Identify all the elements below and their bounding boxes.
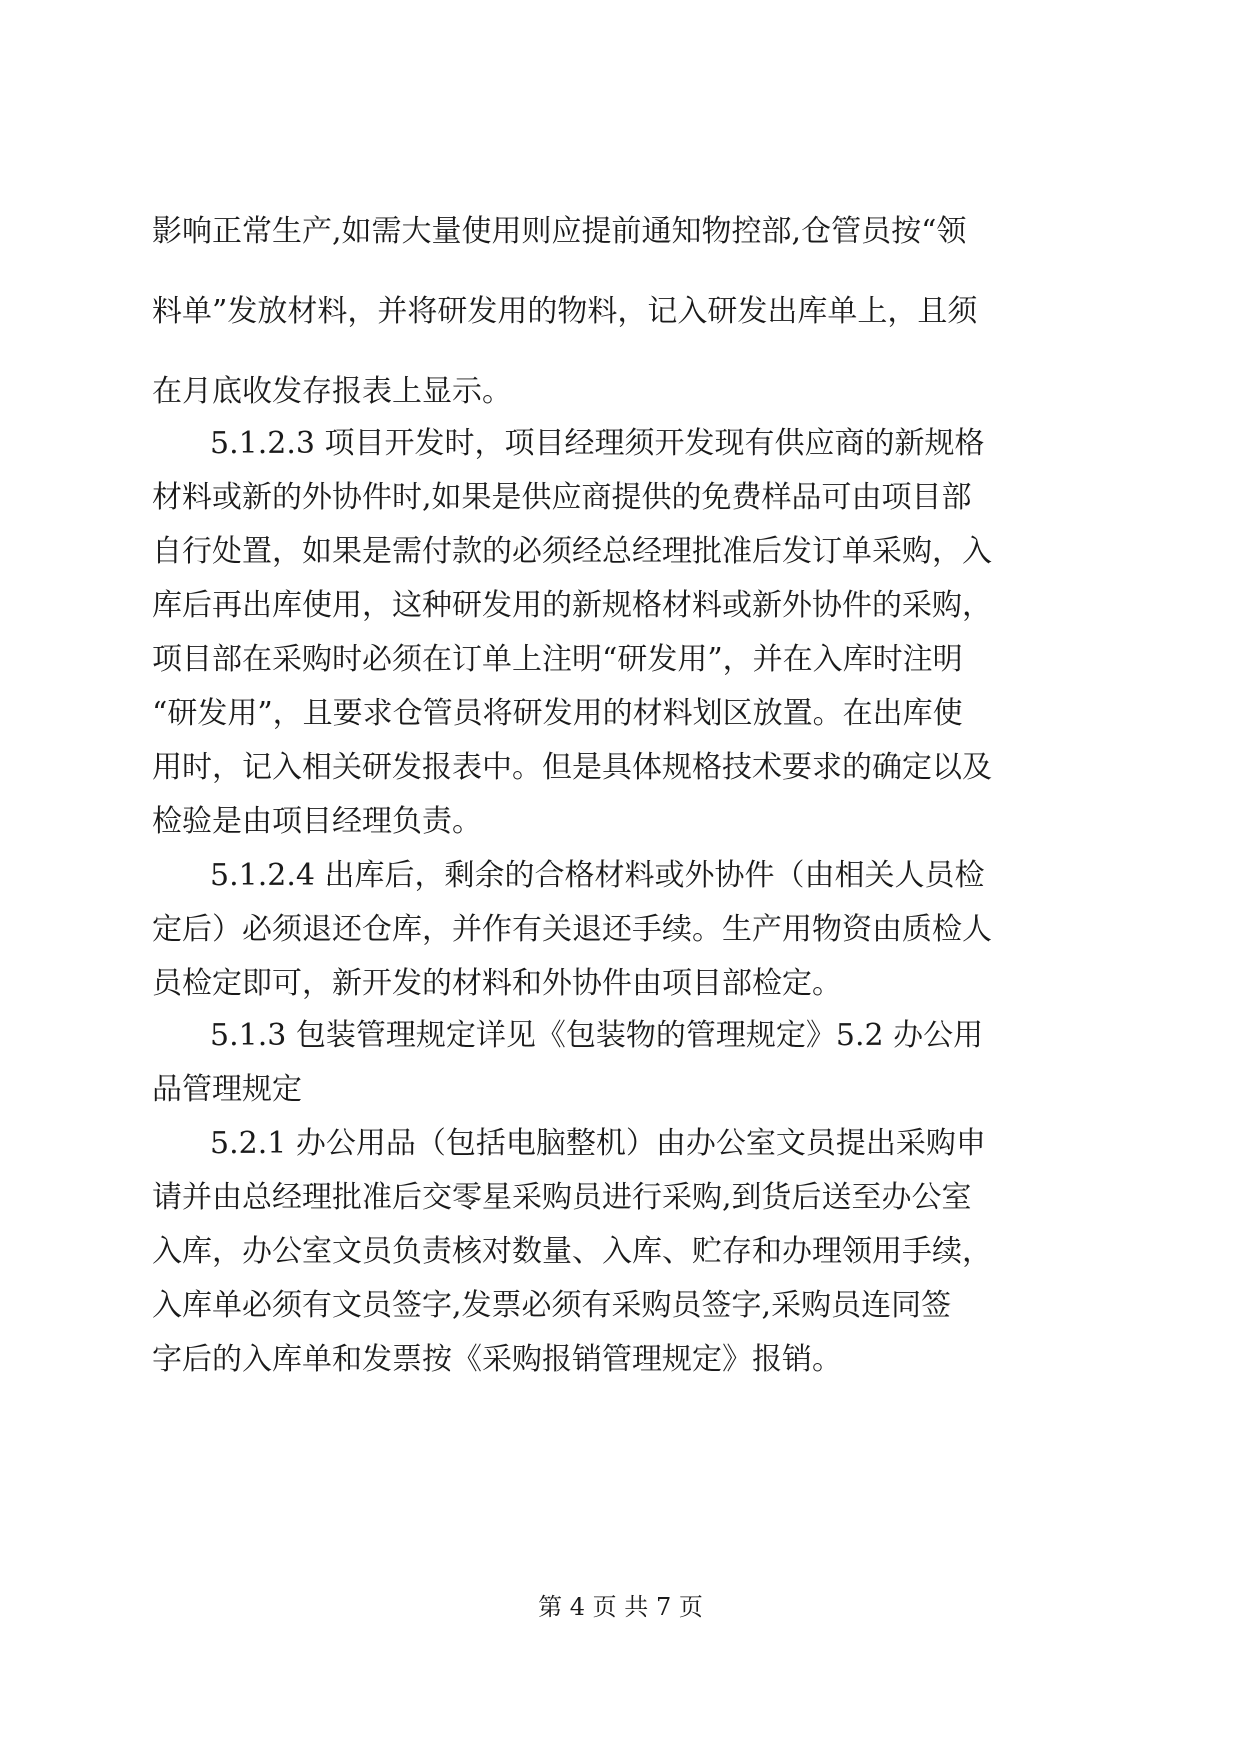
text-line: 检验是由项目经理负责。 [152,804,482,839]
text-line: 项目部在采购时必须在订单上注明“研发用”，并在入库时注明 [152,642,963,677]
text-line: 自行处置，如果是需付款的必须经总经理批准后发订单采购，入 [152,534,992,569]
text-line: 品管理规定 [152,1072,302,1107]
text-line: 材料或新的外协件时,如果是供应商提供的免费样品可由项目部 [152,480,972,515]
text-line: 5.1.2.3 项目开发时，项目经理须开发现有供应商的新规格 [210,426,985,461]
text-line: 库后再出库使用，这种研发用的新规格材料或新外协件的采购， [152,588,992,623]
text-line: “研发用”，且要求仓管员将研发用的材料划区放置。在出库使 [152,696,963,731]
text-line: 入库单必须有文员签字,发票必须有采购员签字,采购员连同签 [152,1288,952,1323]
text-line: 5.1.3 包装管理规定详见《包装物的管理规定》5.2 办公用 [210,1018,984,1053]
text-line: 请并由总经理批准后交零星采购员进行采购,到货后送至办公室 [152,1180,972,1215]
text-line: 5.2.1 办公用品（包括电脑整机）由办公室文员提出采购申 [210,1126,986,1161]
text-line: 入库，办公室文员负责核对数量、入库、贮存和办理领用手续， [152,1234,992,1269]
text-line: 料单”发放材料，并将研发用的物料，记入研发出库单上，且须 [152,294,978,329]
text-line: 定后）必须退还仓库，并作有关退还手续。生产用物资由质检人 [152,912,992,947]
page-number-footer: 第 4 页 共 7 页 [538,1593,703,1621]
text-line: 5.1.2.4 出库后，剩余的合格材料或外协件（由相关人员检 [210,858,985,893]
text-line: 员检定即可，新开发的材料和外协件由项目部检定。 [152,966,842,1001]
text-line: 在月底收发存报表上显示。 [152,374,512,409]
text-line: 字后的入库单和发票按《采购报销管理规定》报销。 [152,1342,842,1377]
text-line: 用时，记入相关研发报表中。但是具体规格技术要求的确定以及 [152,750,992,785]
text-line: 影响正常生产,如需大量使用则应提前通知物控部,仓管员按“领 [152,214,967,249]
